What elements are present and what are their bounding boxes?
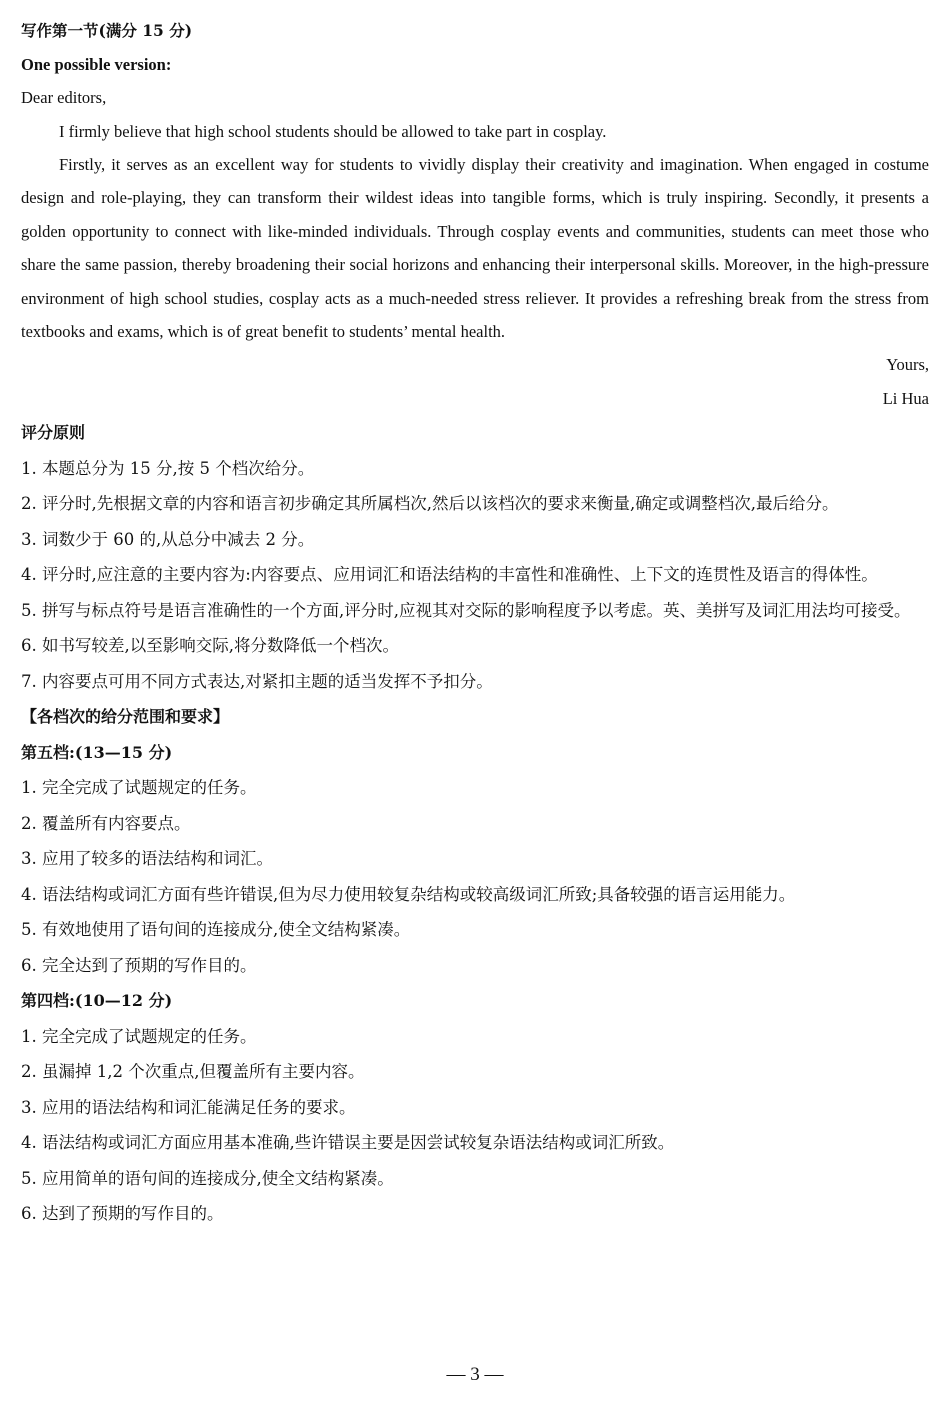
band-item: 2. 覆盖所有内容要点。 bbox=[21, 813, 191, 833]
principle-item: 4. 评分时,应注意的主要内容为:内容要点、应用词汇和语法结构的丰富性和准确性、上下文的连贯性及语言的得体性。 bbox=[21, 565, 878, 585]
principle-item: 6. 如书写较差,以至影响交际,将分数降低一个档次。 bbox=[21, 636, 399, 656]
band-item: 1. 完全完成了试题规定的任务。 bbox=[21, 778, 257, 798]
essay-signature: Li Hua bbox=[882, 388, 929, 408]
band-item: 3. 应用了较多的语法结构和词汇。 bbox=[21, 849, 273, 869]
band-item: 3. 应用的语法结构和词汇能满足任务的要求。 bbox=[21, 1097, 356, 1117]
principle-item: 2. 评分时,先根据文章的内容和语言初步确定其所属档次,然后以该档次的要求来衡量,确定或调整档次,最后给分。 bbox=[21, 494, 839, 514]
principles-title: 评分原则 bbox=[21, 423, 86, 443]
essay-closing: Yours, bbox=[886, 355, 929, 375]
page-number: — 3 — bbox=[446, 1364, 504, 1385]
document-page bbox=[21, 14, 929, 1232]
band-item: 4. 语法结构或词汇方面应用基本准确,些许错误主要是因尝试较复杂语法结构或词汇所致。 bbox=[21, 1133, 675, 1153]
band-five-title: 第五档:(13—15 分) bbox=[21, 742, 173, 762]
principle-item: 7. 内容要点可用不同方式表达,对紧扣主题的适当发挥不予扣分。 bbox=[21, 671, 493, 691]
band-item: 1. 完全完成了试题规定的任务。 bbox=[21, 1026, 257, 1046]
band-item: 5. 应用简单的语句间的连接成分,使全文结构紧凑。 bbox=[21, 1168, 394, 1188]
principle-item: 1. 本题总分为 15 分,按 5 个档次给分。 bbox=[21, 458, 315, 478]
model-essay bbox=[21, 48, 929, 416]
band-item: 6. 达到了预期的写作目的。 bbox=[21, 1204, 224, 1224]
section-title: 写作第一节(满分 15 分) bbox=[21, 21, 193, 40]
scoring-principles bbox=[21, 415, 929, 699]
essay-paragraph-2: Firstly, it serves as an excellent way for students to vividly display their creativity and imagination. When engaged in costume design and role-playing, they can transform their wildest ideas into tangible forms, which is truly inspiring. Secondly, it presents a golden opportunity to connect with like-minded individuals. Through cosplay events and communities, students can meet those who share the same passion, thereby broadening their social horizons and enhancing their interpersonal skills. Moreover, in the high-pressure environment of high school studies, cosplay acts as a much-needed stress reliever. It provides a refreshing break from the stress from textbooks and exams, which is of great benefit to students’ mental health. bbox=[21, 155, 929, 342]
band-item: 2. 虽漏掉 1,2 个次重点,但覆盖所有主要内容。 bbox=[21, 1062, 365, 1082]
band-item: 5. 有效地使用了语句间的连接成分,使全文结构紧凑。 bbox=[21, 920, 411, 940]
essay-salutation: Dear editors, bbox=[21, 88, 107, 107]
bands-title: 【各档次的给分范围和要求】 bbox=[21, 707, 230, 727]
band-item: 6. 完全达到了预期的写作目的。 bbox=[21, 955, 257, 975]
essay-heading: One possible version: bbox=[21, 54, 172, 74]
band-four bbox=[21, 983, 929, 1232]
band-four-title: 第四档:(10—12 分) bbox=[21, 991, 173, 1011]
principle-item: 5. 拼写与标点符号是语言准确性的一个方面,评分时,应视其对交际的影响程度予以考虑。英、美拼写及词汇用法均可接受。 bbox=[21, 600, 911, 620]
essay-paragraph-1: I firmly believe that high school students should be allowed to take part in cosplay. bbox=[59, 121, 607, 141]
band-five bbox=[21, 735, 929, 984]
principle-item: 3. 词数少于 60 的,从总分中减去 2 分。 bbox=[21, 529, 315, 549]
band-item: 4. 语法结构或词汇方面有些许错误,但为尽力使用较复杂结构或较高级词汇所致;具备较强的语言运用能力。 bbox=[21, 884, 796, 904]
